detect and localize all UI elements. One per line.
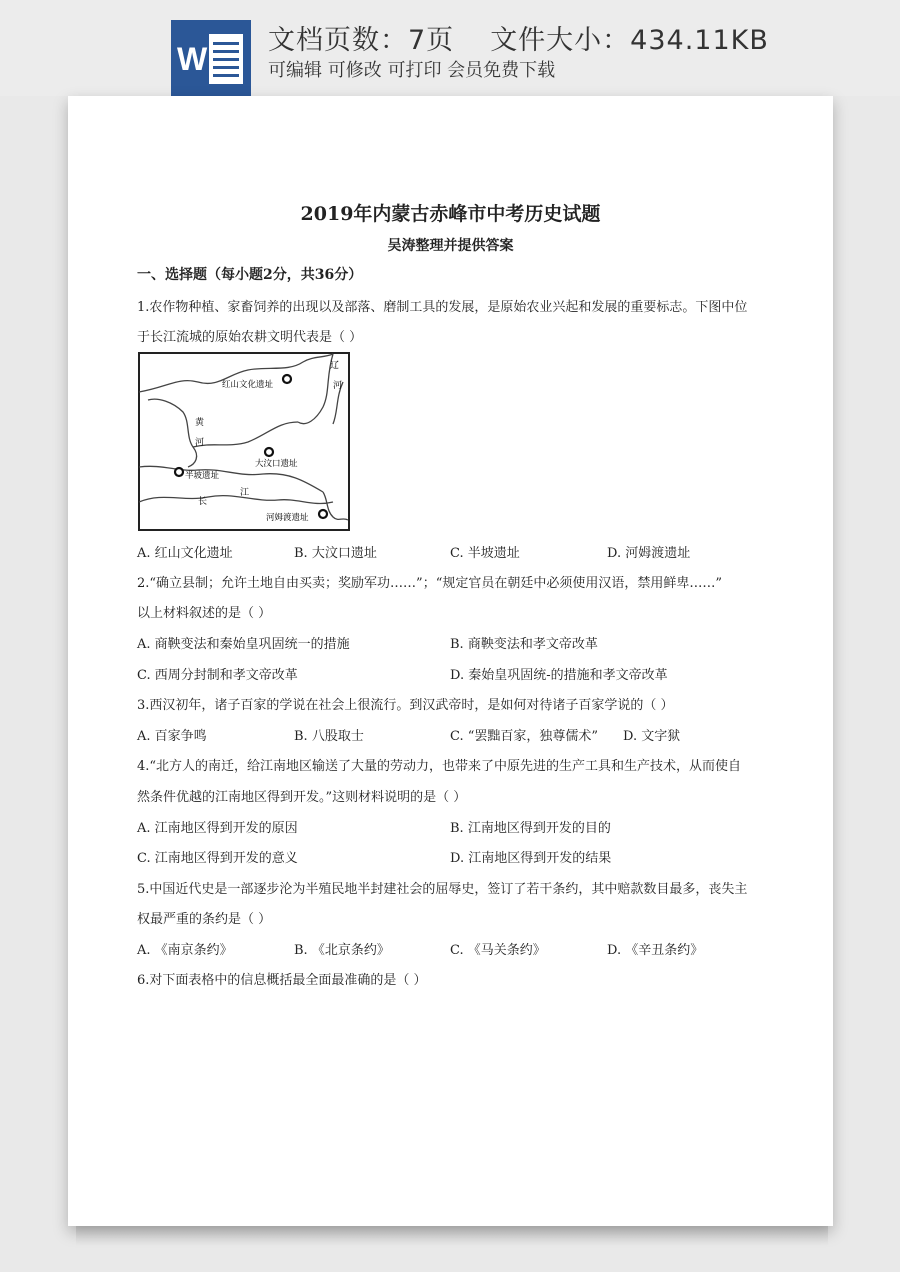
map-label-liao: 辽 [330, 361, 340, 371]
q4-option-a[interactable]: A. 江南地区得到开发的原因 [137, 821, 298, 836]
neolithic-sites-map [138, 352, 350, 531]
map-label-hemudu: 河姆渡遗址 [266, 513, 309, 523]
question-5-line-2: 权最严重的条约是（ ） [137, 912, 272, 927]
question-2-line-1: 2.“确立县制；允许土地自由买卖；奖励军功……”；“规定官员在朝廷中必须使用汉语，禁用鲜卑……” [137, 576, 722, 591]
document-subtitle: 吴涛整理并提供答案 [387, 238, 514, 254]
question-2-line-2: 以上材料叙述的是（ ） [137, 606, 272, 621]
svg-text:W: W [177, 41, 208, 77]
question-4-line-1: 4.“北方人的南迁，给江南地区输送了大量的劳动力，也带来了中原先进的生产工具和生产技术，从而使自 [137, 759, 742, 774]
document-title: 2019年内蒙古赤峰市中考历史试题 [300, 203, 601, 225]
q4-option-b[interactable]: B. 江南地区得到开发的目的 [450, 821, 611, 836]
file-size: 文件大小：434.11KB [490, 25, 769, 56]
question-4-line-2: 然条件优越的江南地区得到开发。”这则材料说明的是（ ） [137, 790, 467, 805]
map-label-dawenkou: 大汶口遗址 [255, 459, 298, 469]
q3-option-b[interactable]: B. 八股取士 [294, 729, 364, 744]
q4-option-c[interactable]: C. 江南地区得到开发的意义 [137, 851, 298, 866]
q3-option-c[interactable]: C. “罢黜百家，独尊儒术” [450, 729, 599, 744]
paper-shadow [76, 1226, 828, 1246]
map-label-huang: 黄 [195, 418, 205, 428]
word-document-icon [171, 20, 251, 96]
map-label-jiang: 江 [240, 488, 250, 498]
page-count: 文档页数：7页 [268, 25, 455, 56]
file-info [268, 18, 769, 57]
question-6-line-1: 6.对下面表格中的信息概括最全面最准确的是（ ） [137, 973, 427, 988]
q5-option-b[interactable]: B. 《北京条约》 [294, 943, 390, 958]
q1-option-b[interactable]: B. 大汶口遗址 [294, 546, 377, 561]
q5-option-c[interactable]: C. 《马关条约》 [450, 943, 546, 958]
map-label-hongshan: 红山文化遗址 [222, 380, 274, 390]
map-label-chang: 长 [198, 497, 208, 507]
q1-option-d[interactable]: D. 河姆渡遗址 [607, 546, 691, 561]
map-label-river-1: 河 [333, 381, 343, 391]
map-label-banpo: 半坡遗址 [185, 471, 220, 481]
q2-option-a[interactable]: A. 商鞅变法和秦始皇巩固统一的措施 [137, 637, 350, 652]
q1-option-c[interactable]: C. 半坡遗址 [450, 546, 520, 561]
q3-option-a[interactable]: A. 百家争鸣 [137, 729, 207, 744]
q2-option-c[interactable]: C. 西周分封制和孝文帝改革 [137, 668, 298, 683]
q4-option-d[interactable]: D. 江南地区得到开发的结果 [450, 851, 612, 866]
q3-option-d[interactable]: D. 文字狱 [623, 729, 681, 744]
document-page [68, 96, 833, 1226]
question-1-line-2: 于长江流城的原始农耕文明代表是（ ） [137, 330, 363, 345]
q1-option-a[interactable]: A. 红山文化遗址 [137, 546, 233, 561]
q2-option-d[interactable]: D. 秦始皇巩固统-的措施和孝文帝改革 [450, 668, 668, 683]
q2-option-b[interactable]: B. 商鞅变法和孝文帝改革 [450, 637, 598, 652]
header-banner [0, 0, 900, 96]
q5-option-a[interactable]: A. 《南京条约》 [137, 943, 233, 958]
question-1-line-1: 1.农作物种植、家畜饲养的出现以及部落、磨制工具的发展，是原始农业兴起和发展的重要标志。下图中位 [137, 300, 748, 315]
section-heading: 一、选择题（每小题2分，共36分） [137, 267, 363, 283]
feature-list: 可编辑 可修改 可打印 会员免费下载 [268, 60, 556, 81]
map-label-river-2: 河 [195, 438, 205, 448]
question-5-line-1: 5.中国近代史是一部逐步沦为半殖民地半封建社会的屈辱史，签订了若干条约，其中赔款数目最多，丧失主 [137, 882, 748, 897]
question-3-line-1: 3.西汉初年，诸子百家的学说在社会上很流行。到汉武帝时，是如何对待诸子百家学说的（ ） [137, 698, 674, 713]
q5-option-d[interactable]: D. 《辛丑条约》 [607, 943, 704, 958]
